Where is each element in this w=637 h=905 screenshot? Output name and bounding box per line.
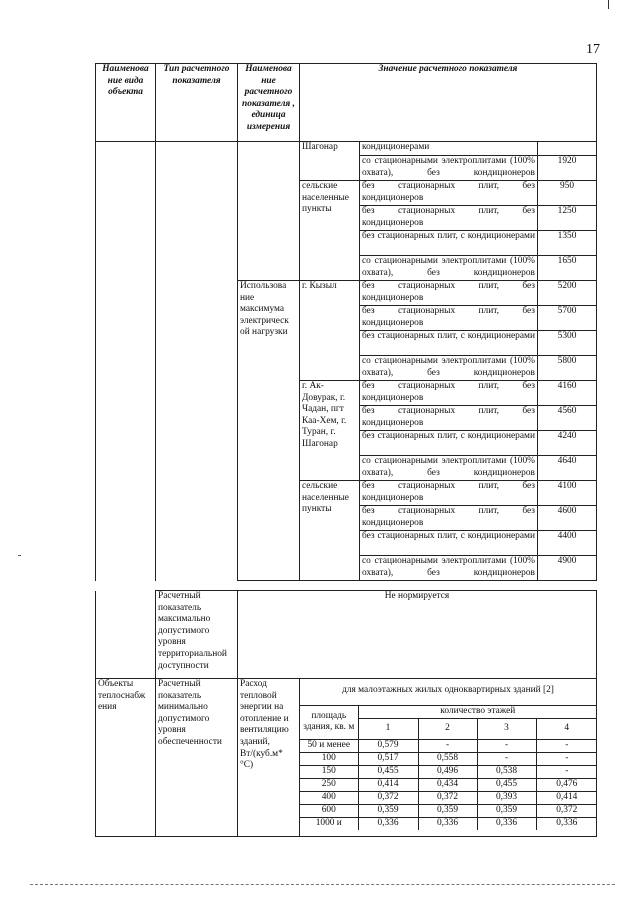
desc-cell: без стационарных плит, без кондиционеров [360, 206, 538, 231]
value-cell: 0,434 [418, 778, 477, 791]
value-cell: 4900 [538, 556, 597, 581]
desc-cell: кондиционерами [360, 142, 538, 156]
value-cell: 4600 [538, 506, 597, 531]
max-load-label: Использова ние максимума электрическ ой нагрузки [238, 281, 300, 581]
value-cell: 1250 [538, 206, 597, 231]
place-rural-2: сельские населенные пункты [300, 481, 360, 581]
value-cell: - [536, 765, 597, 778]
value-cell: 0,359 [358, 804, 418, 817]
indicators-table [95, 63, 597, 581]
territorial-value: Не нормируется [238, 591, 597, 679]
value-cell: 4100 [538, 481, 597, 506]
desc-cell: без стационарных плит, с кондиционерами [360, 431, 538, 456]
value-cell: 0,336 [477, 817, 536, 830]
territorial-row [96, 591, 597, 679]
heat-subtable [300, 705, 597, 830]
desc-cell: со стационарными электроплитами (100% охвата), без кондиционеров [360, 156, 538, 181]
value-cell: 5200 [538, 281, 597, 306]
value-cell: 0,372 [418, 791, 477, 804]
value-cell: 5800 [538, 356, 597, 381]
desc-cell: со стационарными электроплитами (100% охвата), без кондиционеров [360, 456, 538, 481]
value-cell: 1920 [538, 156, 597, 181]
scan-mark [608, 0, 609, 9]
desc-cell: без стационарных плит, без кондиционеров [360, 181, 538, 206]
table-row [96, 142, 597, 156]
heat-type: Расчетный показатель минимально допустимого уровня обеспеченности [156, 679, 238, 837]
value-cell: 0,476 [536, 778, 597, 791]
value-cell: 4640 [538, 456, 597, 481]
heat-row [96, 679, 597, 837]
name-cell-empty [238, 142, 300, 281]
value-cell: 0,455 [477, 778, 536, 791]
desc-cell: без стационарных плит, без кондиционеров [360, 481, 538, 506]
value-cell [538, 142, 597, 156]
value-cell: 5700 [538, 306, 597, 331]
value-cell: 0,579 [358, 739, 418, 752]
value-cell: - [477, 752, 536, 765]
floor-2: 2 [418, 718, 477, 739]
lower-table [95, 590, 597, 679]
value-cell: - [536, 752, 597, 765]
desc-cell: без стационарных плит, с кондиционерами [360, 331, 538, 356]
object-cell-empty [96, 591, 156, 679]
header-indicator-type: Тип расчетного показателя [156, 64, 238, 142]
area-cell: 100 [300, 752, 358, 765]
area-cell: 50 и менее [300, 739, 358, 752]
desc-cell: со стационарными электроплитами (100% охвата), без кондиционеров [360, 556, 538, 581]
desc-cell: без стационарных плит, без кондиционеров [360, 506, 538, 531]
area-cell: 600 [300, 804, 358, 817]
header-indicator-name: Наименова ние расчетного показателя , единица измерения [238, 64, 300, 142]
scan-speck [18, 555, 21, 556]
desc-cell: без стационарных плит, без кондиционеров [360, 306, 538, 331]
type-cell-empty [156, 142, 238, 581]
value-cell: 0,359 [477, 804, 536, 817]
value-cell: 0,455 [358, 765, 418, 778]
value-cell: - [418, 739, 477, 752]
area-header: площадь здания, кв. м [300, 706, 358, 740]
heat-values-cell [300, 679, 597, 837]
value-cell: 4400 [538, 531, 597, 556]
area-cell: 400 [300, 791, 358, 804]
desc-cell: без стационарных плит, с кондиционерами [360, 231, 538, 256]
heat-name: Расход тепловой энергии на отопление и вентиляцию зданий, Вт/(куб.м* °C) [238, 679, 300, 837]
object-cell-empty [96, 142, 156, 581]
value-cell: - [536, 739, 597, 752]
heat-object: Объекты теплоснабж ения [96, 679, 156, 837]
table-row [300, 752, 597, 765]
value-cell: 0,558 [418, 752, 477, 765]
scan-bottom-line [30, 884, 615, 885]
value-cell: 0,496 [418, 765, 477, 778]
value-cell: 0,517 [358, 752, 418, 765]
page-number: 17 [586, 42, 600, 57]
area-cell: 150 [300, 765, 358, 778]
value-cell: 0,538 [477, 765, 536, 778]
value-cell: 5300 [538, 331, 597, 356]
value-cell: 4240 [538, 431, 597, 456]
value-cell: 0,372 [358, 791, 418, 804]
heat-title: для малоэтажных жилых одноквартирных зданий [2] [342, 685, 554, 695]
desc-cell: без стационарных плит, без кондиционеров [360, 406, 538, 431]
header-row [96, 64, 597, 142]
value-cell: - [477, 739, 536, 752]
value-cell: 1650 [538, 256, 597, 281]
value-cell: 1350 [538, 231, 597, 256]
desc-cell: со стационарными электроплитами (100% охвата), без кондиционеров [360, 356, 538, 381]
desc-cell: со стационарными электроплитами (100% охвата), без кондиционеров [360, 256, 538, 281]
floor-4: 4 [536, 718, 597, 739]
territorial-type: Расчетный показатель максимально допустимого уровня территориальной доступности [156, 591, 238, 679]
area-cell: 250 [300, 778, 358, 791]
value-cell: 0,336 [536, 817, 597, 830]
table-row [300, 739, 597, 752]
floor-3: 3 [477, 718, 536, 739]
value-cell: 0,414 [536, 791, 597, 804]
heat-table [95, 678, 597, 837]
table-row [300, 817, 597, 830]
place-rural-1: сельские населенные пункты [300, 181, 360, 281]
desc-cell: без стационарных плит, без кондиционеров [360, 281, 538, 306]
place-kyzyl: г. Кызыл [300, 281, 360, 381]
table-row [300, 765, 597, 778]
desc-cell: без стационарных плит, без кондиционеров [360, 381, 538, 406]
floors-header: количество этажей [358, 706, 597, 719]
place-towns: г. Ак-Довурак, г. Чадан, пгт Каа-Хем, г. Туран, г. Шагонар [300, 381, 360, 481]
header-object-name: Наименова ние вида объекта [96, 64, 156, 142]
value-cell: 0,336 [418, 817, 477, 830]
subtable-header-row [300, 706, 597, 719]
floor-1: 1 [358, 718, 418, 739]
desc-cell: без стационарных плит, с кондиционерами [360, 531, 538, 556]
value-cell: 4560 [538, 406, 597, 431]
place-shagonar: Шагонар [300, 142, 360, 181]
header-indicator-value: Значение расчетного показателя [300, 64, 597, 142]
value-cell: 0,359 [418, 804, 477, 817]
table-row [300, 778, 597, 791]
value-cell: 0,414 [358, 778, 418, 791]
value-cell: 0,393 [477, 791, 536, 804]
value-cell: 950 [538, 181, 597, 206]
table-row [300, 791, 597, 804]
value-cell: 4160 [538, 381, 597, 406]
value-cell: 0,372 [536, 804, 597, 817]
table-row [300, 804, 597, 817]
area-cell: 1000 и [300, 817, 358, 830]
value-cell: 0,336 [358, 817, 418, 830]
